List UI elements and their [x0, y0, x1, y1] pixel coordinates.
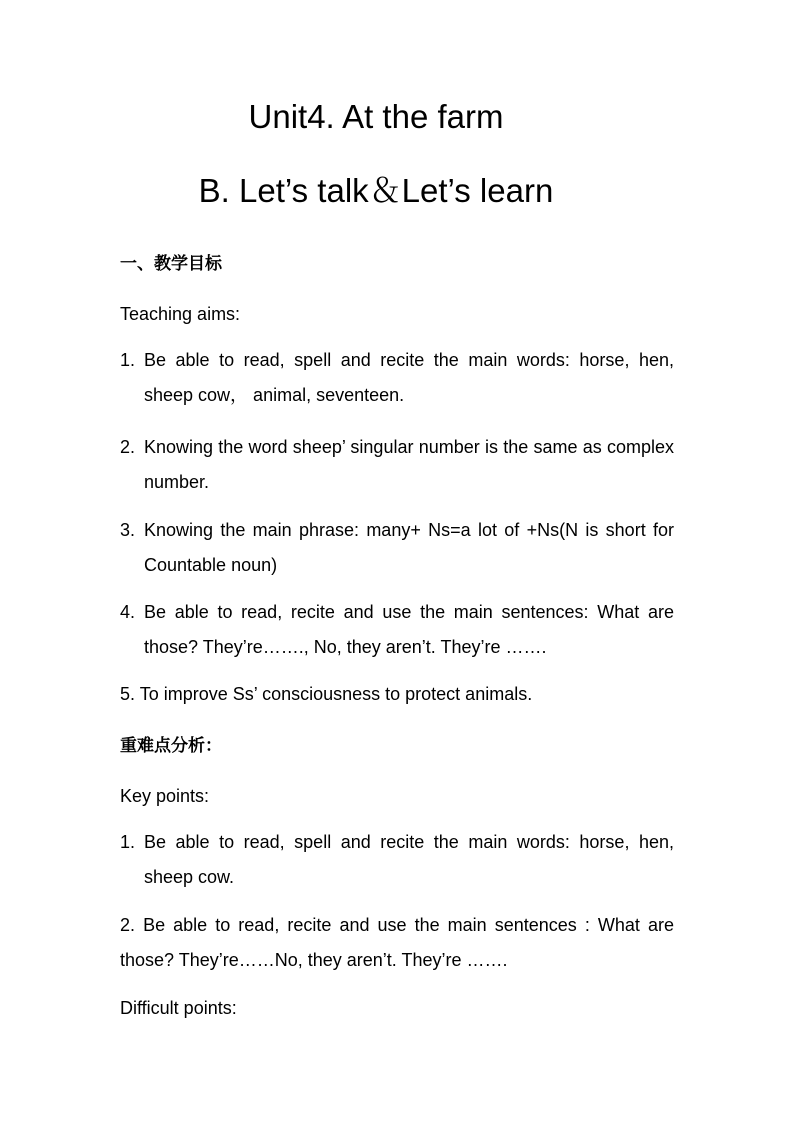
aim-number: 3. — [120, 520, 136, 540]
aim-text: Knowing the word sheep’ singular number is the same as complex number. — [144, 437, 674, 492]
aim-number: 1. — [120, 350, 136, 370]
difficult-points-heading: Difficult points: — [120, 998, 237, 1018]
aim-number: 2. — [120, 437, 136, 457]
document-subtitle: B. Let’s talk＆Let’s learn — [198, 172, 554, 209]
aim-number: 4. — [120, 602, 136, 622]
key-point-number: 1. — [120, 832, 136, 852]
aim-text: Be able to read, recite and use the main sentences: What are those? They’re……., No, they aren’t. They’re ……. — [144, 602, 674, 657]
document-title: Unit4. At the farm — [248, 98, 504, 135]
aim-item-1 — [120, 343, 674, 413]
aim-text: Knowing the main phrase: many+ Ns=a lot of +Ns(N is short for Countable noun) — [144, 520, 674, 575]
section-heading-teaching-goals: 一、教学目标 — [120, 254, 222, 274]
aim-text: To improve Ss’ consciousness to protect animals. — [139, 684, 533, 704]
aim-item-3 — [120, 513, 674, 583]
section-heading-key-difficult-points: 重难点分析： — [120, 736, 222, 756]
aim-number: 5. — [120, 684, 136, 704]
aim-item-5 — [120, 677, 674, 712]
aim-item-2 — [120, 430, 674, 500]
aim-text: Be able to read, spell and recite the main words: horse, hen, sheep cow， animal, seventeen. — [144, 350, 674, 405]
key-points-heading: Key points: — [120, 786, 210, 806]
teaching-aims-heading: Teaching aims: — [120, 304, 241, 324]
aim-item-4 — [120, 595, 674, 665]
key-point-item-2 — [120, 908, 674, 978]
key-point-number: 2. — [120, 915, 136, 935]
key-point-text: Be able to read, spell and recite the main words: horse, hen, sheep cow. — [144, 832, 674, 887]
key-point-text: Be able to read, recite and use the main sentences : What are those? They’re……No, they aren’t. They’re ……. — [120, 915, 674, 970]
key-point-item-1 — [120, 825, 674, 895]
